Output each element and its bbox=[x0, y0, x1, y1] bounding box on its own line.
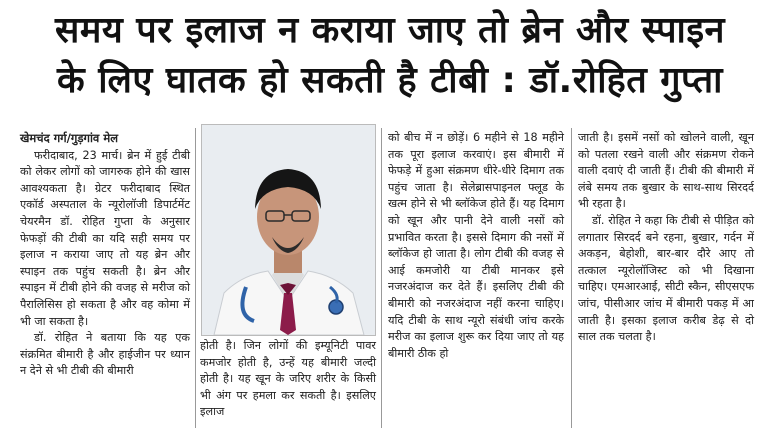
byline: खेमचंद गर्ग/गुड़गांव मेल bbox=[20, 131, 118, 145]
headline-line-2: के लिए घातक हो सकती है टीबी : डॉ.रोहित गुप्ता bbox=[57, 60, 723, 101]
column-divider bbox=[195, 128, 196, 428]
article-column-3 bbox=[388, 130, 564, 362]
doctor-photo bbox=[201, 124, 376, 336]
paragraph: होती है। जिन लोगों की इम्यूनिटी पावर कमजोर होती है, उन्हें यह बीमारी जल्दी होती है। यह खून के जरिए शरीर के किसी भी अंग पर हमला कर सकती है। इसलिए इलाज bbox=[200, 339, 376, 419]
paragraph: फरीदाबाद, 23 मार्च। ब्रेन में हुई टीबी को लेकर लोगों को जागरुक होने की खास आवश्यकता है। ग्रेटर फरीदाबाद स्थित एकॉर्ड अस्पताल के न्यूरोलॉजी डिपार्टमेंट चेयरमैन डॉ. रोहित गुप्ता के अनुसार फेफड़ों की टीबी का यदि सही समय पर इलाज न कराया जाए तो यह ब्रेन और स्पाइन तक पहुंच सकती है। ब्रेन और स्पाइन में टीबी होने की वजह से मरीज को पैरालिसिस हो सकता है और वह कोमा में भी जा सकता है। bbox=[20, 148, 190, 328]
paragraph: को बीच में न छोड़ें। 6 महीने से 18 महीने तक पूरा इलाज करवाएं। इस बीमारी में फेफड़े में हुआ संक्रमण धीरे-धीरे दिमाग तक पहुंच जाता है। सेलेब्रासपाइनल फ्लूड के खत्म होने से भी ब्लॉकेज होते हैं। यह दिमाग को खून और पानी देने वाली नसों को प्रभावित करता है। इससे दिमाग की नसों में ब्लॉकेज हो जाता है। लोग टीबी की वजह से आई कमजोरी या टीबी मानकर इसे नजरअंदाज कर देते हैं। इसलिए टीबी की बीमारी को नजरअंदाज नहीं करना चाहिए। यदि टीबी के साथ न्यूरो संबंधी जांच करके मरीज का इलाज शुरू कर दिया जाए तो यह बीमारी ठीक हो bbox=[388, 131, 564, 360]
paragraph: जाती है। इसमें नसों को खोलने वाली, खून को पतला रखने वाली और संक्रमण रोकने वाली दवाएं दी जाती हैं। टीबी की बीमारी में लंबे समय तक बुखार के साथ-साथ सिरदर्द भी रहता है। bbox=[578, 131, 754, 211]
paragraph: डॉ. रोहित ने कहा कि टीबी से पीड़ित को लगातार सिरदर्द बने रहना, बुखार, गर्दन में अकड़न, बेहोशी, बार-बार दौरे आए तो तत्काल न्यूरोलॉजिस्ट को भी दिखाना चाहिए। एमआरआई, सीटी स्कैन, सीएसएफ जांच, पीसीआर जांच में बीमारी पकड़ में आ जाती है। इसका इलाज करीब डेढ़ से दो साल तक चलता है। bbox=[578, 213, 754, 344]
column-divider bbox=[571, 128, 572, 428]
article-column-4 bbox=[578, 130, 754, 346]
article-column-2 bbox=[200, 338, 376, 421]
headline-line-1: समय पर इलाज न कराया जाए तो ब्रेन और स्पाइन bbox=[54, 10, 726, 51]
doctor-portrait-icon bbox=[202, 125, 375, 335]
column-divider bbox=[381, 128, 382, 428]
paragraph: डॉ. रोहित ने बताया कि यह एक संक्रमित बीमारी है और हाईजीन पर ध्यान न देने से भी टीबी की बीमारी bbox=[20, 331, 190, 378]
article-column-1 bbox=[20, 130, 190, 380]
